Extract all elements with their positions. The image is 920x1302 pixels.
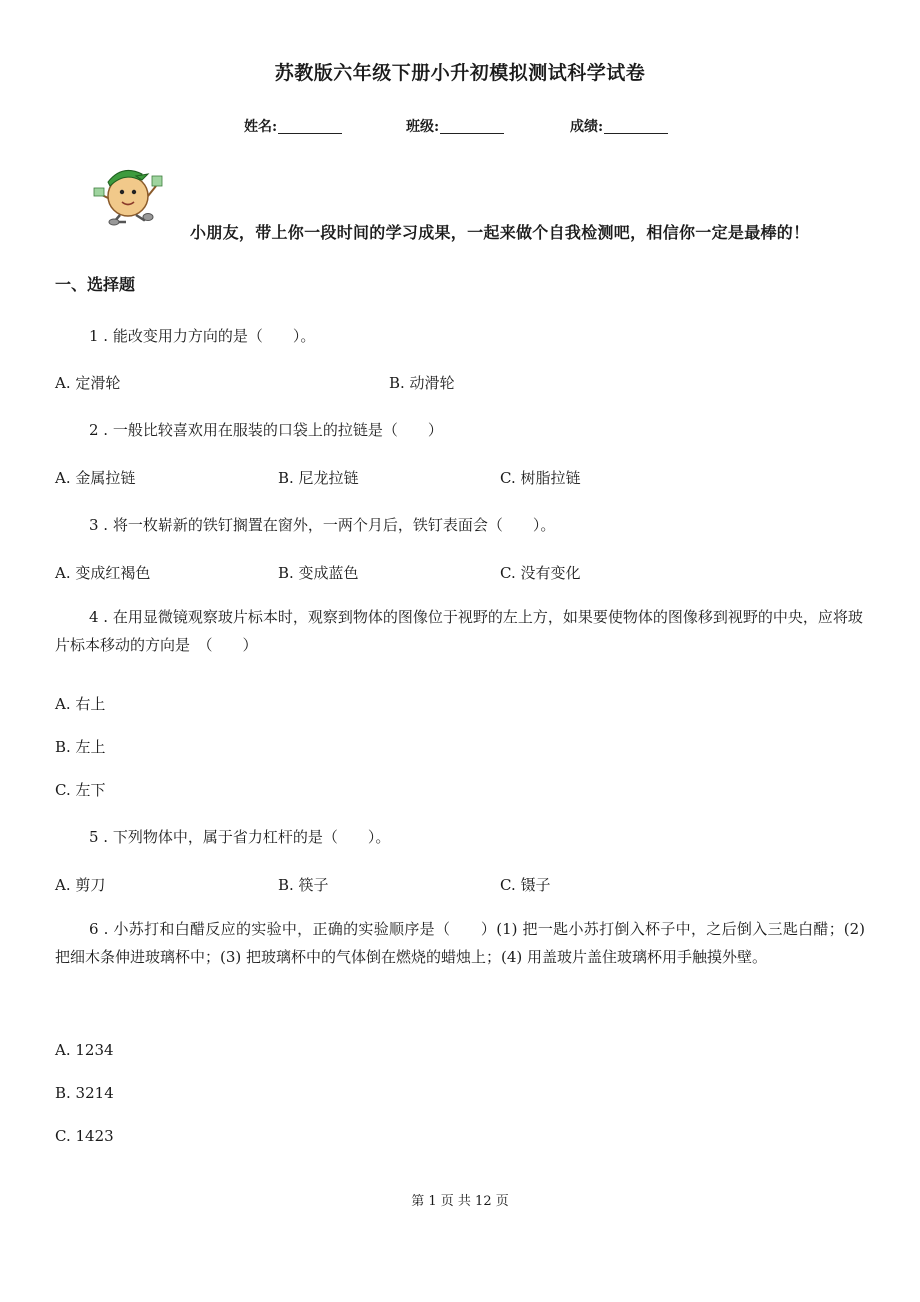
question-5-option-c[interactable]: C. 镊子: [500, 876, 551, 894]
question-4-stem: 4 . 在用显微镜观察玻片标本时，观察到物体的图像位于视野的左上方，如果要使物体的图像移到视野的中央，应将玻片标本移动的方向是 （ ）: [55, 608, 863, 654]
page-footer: 第 1 页 共 12 页: [411, 1194, 509, 1209]
score-label: 成绩:: [570, 119, 604, 135]
question-1-stem: 1 . 能改变用力方向的是（ ）。: [89, 327, 316, 345]
question-5-stem: 5 . 下列物体中，属于省力杠杆的是（ ）。: [89, 828, 391, 846]
class-field: [406, 116, 504, 136]
class-blank[interactable]: [440, 118, 504, 134]
score-blank[interactable]: [604, 118, 668, 134]
class-label: 班级:: [406, 119, 440, 135]
question-6-option-a[interactable]: A. 1234: [55, 1041, 114, 1059]
question-1-option-b[interactable]: B. 动滑轮: [389, 374, 455, 392]
question-5-option-a[interactable]: A. 剪刀: [55, 876, 106, 894]
name-blank[interactable]: [278, 118, 342, 134]
question-3-stem: 3 . 将一枚崭新的铁钉搁置在窗外，一两个月后，铁钉表面会（ ）。: [89, 516, 556, 534]
mascot-icon: [92, 160, 168, 226]
question-4-option-b[interactable]: B. 左上: [55, 738, 106, 756]
question-3-option-b[interactable]: B. 变成蓝色: [278, 564, 359, 582]
question-2-stem: 2 . 一般比较喜欢用在服装的口袋上的拉链是（ ）: [89, 421, 443, 439]
question-4-option-a[interactable]: A. 右上: [55, 695, 106, 713]
section-title: 一、选择题: [55, 275, 136, 294]
name-label: 姓名:: [244, 119, 278, 135]
score-field: [570, 116, 668, 136]
question-2-option-b[interactable]: B. 尼龙拉链: [278, 469, 359, 487]
question-2-option-c[interactable]: C. 树脂拉链: [500, 469, 581, 487]
question-6-option-c[interactable]: C. 1423: [55, 1127, 114, 1145]
question-6-stem: 6 . 小苏打和白醋反应的实验中，正确的实验顺序是（ ）(1) 把一匙小苏打倒入杯子中，之后倒入三匙白醋；(2) 把细木条伸进玻璃杯中；(3) 把玻璃杯中的气体倒在燃烧的蜡烛上；(4) 用盖玻片盖住玻璃杯用手触摸外壁。: [55, 920, 865, 966]
intro-text: 小朋友，带上你一段时间的学习成果，一起来做个自我检测吧，相信你一定是最棒的！: [190, 223, 810, 242]
name-field: [244, 116, 342, 136]
question-5-option-b[interactable]: B. 筷子: [278, 876, 329, 894]
question-2-option-a[interactable]: A. 金属拉链: [55, 469, 136, 487]
question-3-option-a[interactable]: A. 变成红褐色: [55, 564, 151, 582]
question-6-option-b[interactable]: B. 3214: [55, 1084, 114, 1102]
question-1-option-a[interactable]: A. 定滑轮: [55, 374, 121, 392]
page-title: 苏教版六年级下册小升初模拟测试科学试卷: [274, 62, 646, 84]
question-3-option-c[interactable]: C. 没有变化: [500, 564, 581, 582]
question-4-option-c[interactable]: C. 左下: [55, 781, 106, 799]
